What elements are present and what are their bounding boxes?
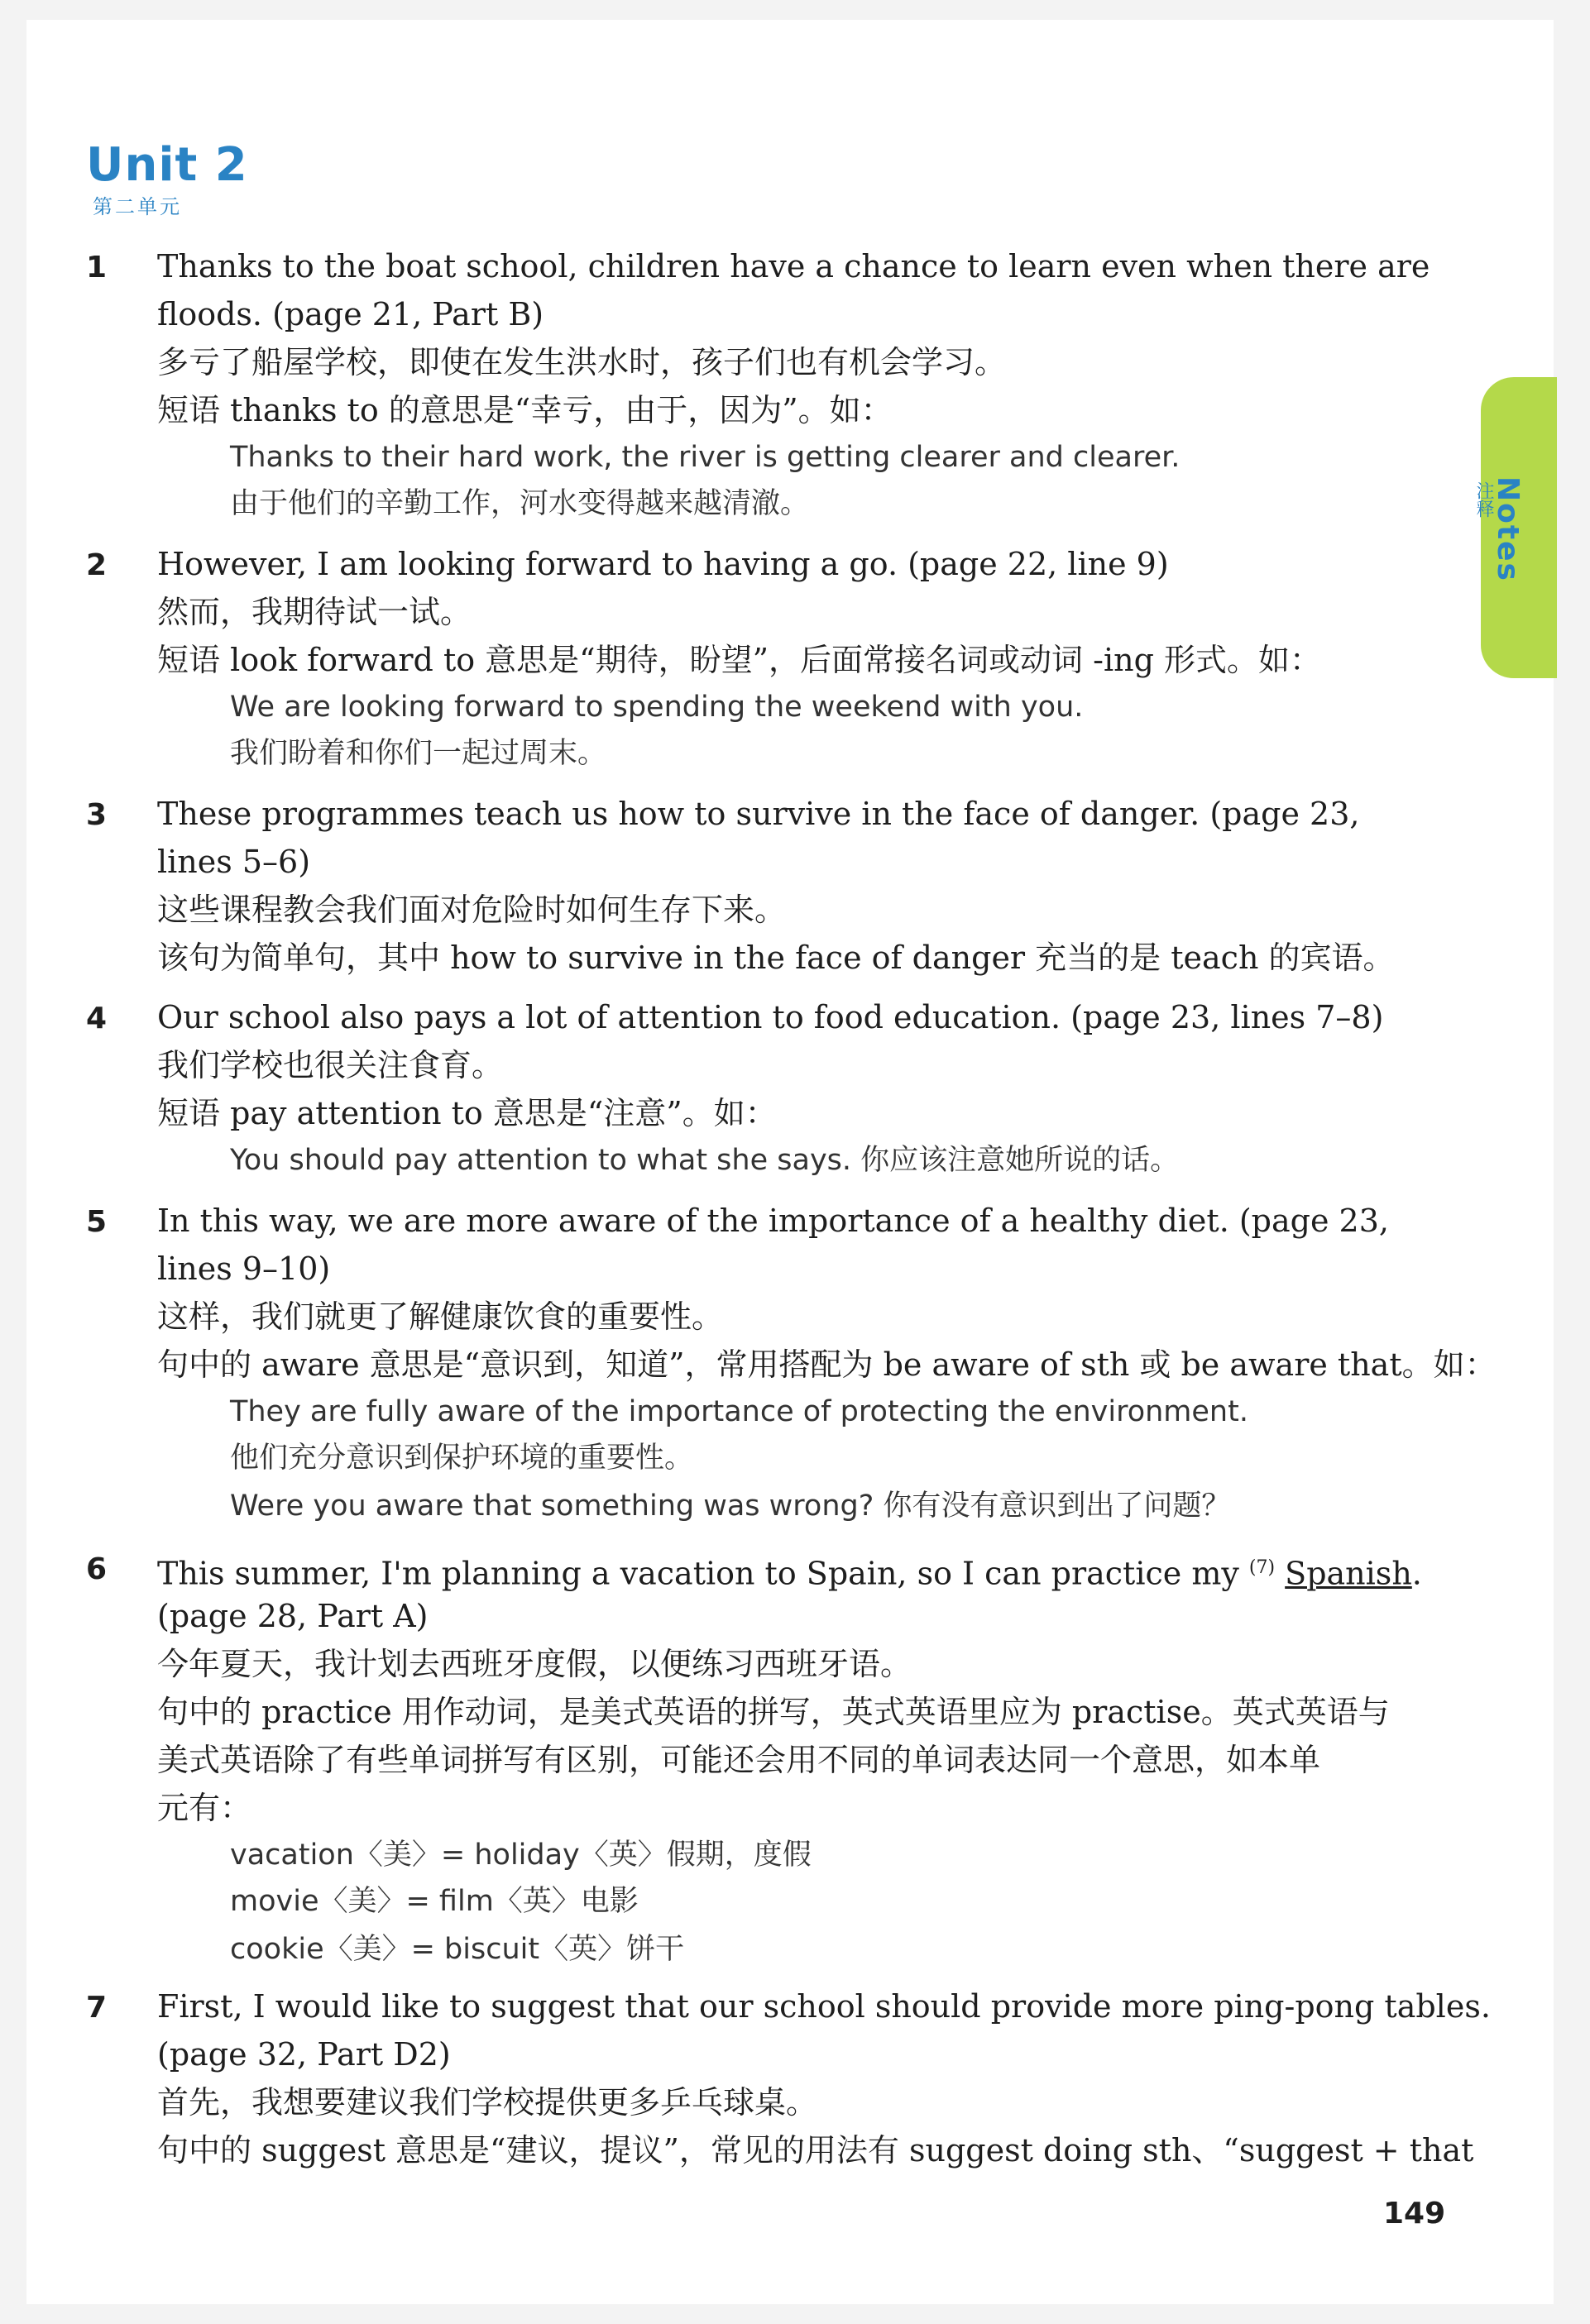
footnote-mark: (7) [1248,1557,1276,1578]
note-example: Thanks to their hard work, the river is getting clearer and clearer. [230,441,1181,474]
note-number: 5 [86,1205,108,1239]
note-explanation: 短语 thanks to 的意思是“幸亏，由于，因为”。如： [157,392,893,428]
note-number: 2 [86,548,108,582]
note-sentence-end: . [1411,1555,1422,1592]
note-sentence: However, I am looking forward to having a go. (page 22, line 9) [157,546,1169,582]
note-example: Were you aware that something was wrong? 你有没有意识到出了问题？ [230,1490,1231,1523]
note-translation: 首先，我想要建议我们学校提供更多乒乓球桌。 [157,2084,818,2121]
note-number: 1 [86,251,108,285]
note-translation: 今年夏天，我计划去西班牙度假，以便练习西班牙语。 [157,1646,912,1682]
note-sentence: floods. (page 21, Part B) [157,296,544,332]
note-example: 由于他们的辛勤工作，河水变得越来越清澈。 [230,487,810,520]
note-number: 3 [86,798,108,832]
note-explanation: 短语 pay attention to 意思是“注意”。如： [157,1095,777,1131]
note-sentence: (page 28, Part A) [157,1598,429,1634]
note-sentence-text: This summer, I'm planning a vacation to Spain, so I can practice my [157,1555,1249,1592]
note-example: They are fully aware of the importance of protecting the environment. [230,1395,1248,1428]
note-explanation: 元有： [157,1790,252,1826]
note-sentence: Thanks to the boat school, children have a chance to learn even when there are [157,248,1430,285]
note-number: 4 [86,1002,108,1035]
note-translation: 我们学校也很关注食育。 [157,1047,504,1083]
note-translation: 多亏了船屋学校，即使在发生洪水时，孩子们也有机会学习。 [157,344,1007,380]
note-example: 他们充分意识到保护环境的重要性。 [230,1442,694,1475]
note-sentence: In this way, we are more aware of the importance of a healthy diet. (page 23, [157,1203,1389,1239]
note-sentence: lines 9–10) [157,1250,331,1287]
note-explanation: 句中的 suggest 意思是“建议，提议”，常见的用法有 suggest doing sth、“suggest + that [157,2132,1474,2169]
unit-subtitle: 第二单元 [93,195,182,218]
note-sentence: lines 5–6) [157,844,311,880]
note-explanation: 美式英语除了有些单词拼写有区别，可能还会用不同的单词表达同一个意思，如本单 [157,1742,1321,1778]
notes-tab-label: Notes [1491,476,1525,582]
note-sentence: (page 32, Part D2) [157,2036,451,2073]
note-example: cookie〈美〉= biscuit〈英〉饼干 [230,1933,685,1966]
note-sentence [157,1548,1422,1594]
note-example: We are looking forward to spending the weekend with you. [230,691,1084,724]
note-sentence: These programmes teach us how to survive in the face of danger. (page 23, [157,796,1360,832]
note-example: You should pay attention to what she says. 你应该注意她所说的话。 [230,1144,1180,1177]
note-example: 我们盼着和你们一起过周末。 [230,737,607,770]
note-explanation: 句中的 practice 用作动词，是美式英语的拼写，英式英语里应为 practise。英式英语与 [157,1694,1390,1730]
note-translation: 这样，我们就更了解健康饮食的重要性。 [157,1298,724,1335]
note-translation: 然而，我期待试一试。 [157,594,472,630]
page-number: 149 [1383,2197,1446,2231]
note-number: 7 [86,1991,108,2025]
unit-title: Unit 2 [86,138,248,192]
note-sentence: Our school also pays a lot of attention to food education. (page 23, lines 7–8) [157,999,1384,1035]
note-number: 6 [86,1552,108,1586]
note-example: vacation〈美〉= holiday〈英〉假期，度假 [230,1839,812,1872]
note-explanation: 该句为简单句，其中 how to survive in the face of danger 充当的是 teach 的宾语。 [157,940,1395,976]
note-sentence: First, I would like to suggest that our school should provide more ping-pong tables. [157,1988,1491,2025]
underlined-word: Spanish [1285,1555,1412,1592]
note-explanation: 短语 look forward to 意思是“期待，盼望”，后面常接名词或动词 -ing 形式。如： [157,642,1321,678]
notes-tab-label-cn: 注释 [1473,481,1494,518]
note-translation: 这些课程教会我们面对危险时如何生存下来。 [157,892,787,928]
note-explanation: 句中的 aware 意思是“意识到，知道”，常用搭配为 be aware of sth 或 be aware that。如： [157,1346,1497,1383]
note-example: movie〈美〉= film〈英〉电影 [230,1885,639,1918]
